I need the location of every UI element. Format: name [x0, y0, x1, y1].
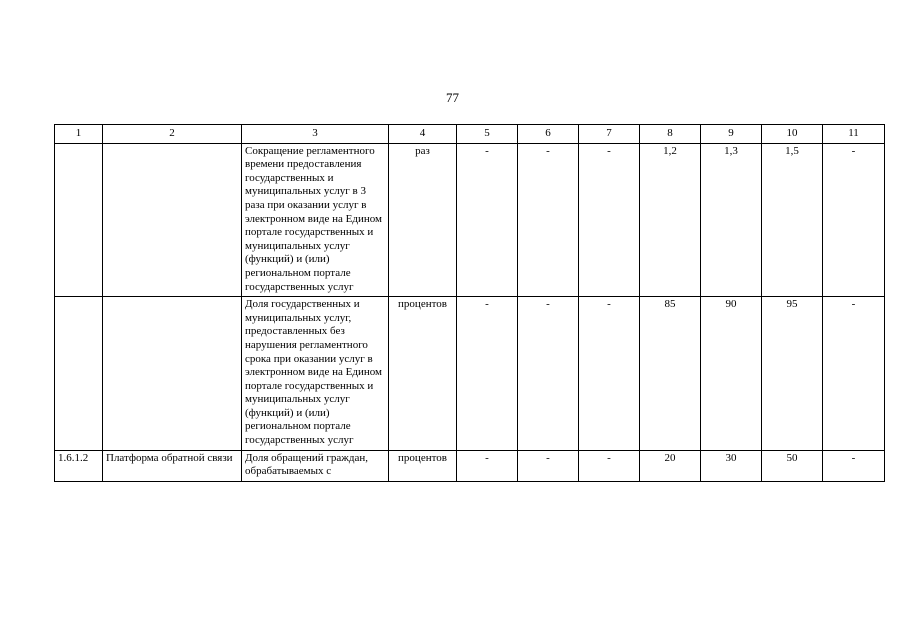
table-row [55, 143, 885, 297]
value-cell: 1,5 [762, 143, 823, 297]
table-header-row [55, 125, 885, 144]
value-cell: - [579, 143, 640, 297]
header-cell: 8 [640, 125, 701, 144]
value-cell: - [823, 450, 885, 481]
table-row [55, 450, 885, 481]
value-cell: 90 [701, 297, 762, 451]
value-cell: 1,2 [640, 143, 701, 297]
value-cell: - [457, 297, 518, 451]
table-row [55, 297, 885, 451]
indicator-cell: Доля обращений граждан, обрабатываемых с [242, 450, 389, 481]
value-cell: 85 [640, 297, 701, 451]
value-cell: - [457, 450, 518, 481]
header-cell: 9 [701, 125, 762, 144]
unit-cell: процентов [389, 297, 457, 451]
value-cell: - [518, 297, 579, 451]
header-cell: 11 [823, 125, 885, 144]
value-cell: 20 [640, 450, 701, 481]
value-cell: - [579, 297, 640, 451]
header-cell: 2 [103, 125, 242, 144]
indicators-table [54, 124, 885, 482]
value-cell: 1,3 [701, 143, 762, 297]
value-cell: - [518, 450, 579, 481]
unit-cell: процентов [389, 450, 457, 481]
header-cell: 1 [55, 125, 103, 144]
value-cell: - [823, 297, 885, 451]
unit-cell: раз [389, 143, 457, 297]
value-cell: 30 [701, 450, 762, 481]
header-cell: 5 [457, 125, 518, 144]
header-cell: 10 [762, 125, 823, 144]
name-cell [103, 297, 242, 451]
header-cell: 7 [579, 125, 640, 144]
code-cell [55, 143, 103, 297]
header-cell: 3 [242, 125, 389, 144]
page-number: 77 [446, 90, 459, 105]
value-cell: - [823, 143, 885, 297]
header-cell: 6 [518, 125, 579, 144]
name-cell [103, 143, 242, 297]
name-cell: Платформа обратной связи [103, 450, 242, 481]
value-cell: 95 [762, 297, 823, 451]
code-cell [55, 297, 103, 451]
value-cell: - [518, 143, 579, 297]
indicator-cell: Доля государственных и муниципальных услуг, предоставленных без нарушения регламентного срока при оказании услуг в электронном виде на Едином портале государственных и муниципальных услуг (функций) и (или) региональном портале государственных услуг [242, 297, 389, 451]
value-cell: - [457, 143, 518, 297]
value-cell: - [579, 450, 640, 481]
indicator-cell: Сокращение регламентного времени предоставления государственных и муниципальных услуг в 3 раза при оказании услуг в электронном виде на Едином портале государственных и муниципальных услуг (функций) и (или) региональном портале государственных услуг [242, 143, 389, 297]
code-cell: 1.6.1.2 [55, 450, 103, 481]
header-cell: 4 [389, 125, 457, 144]
value-cell: 50 [762, 450, 823, 481]
